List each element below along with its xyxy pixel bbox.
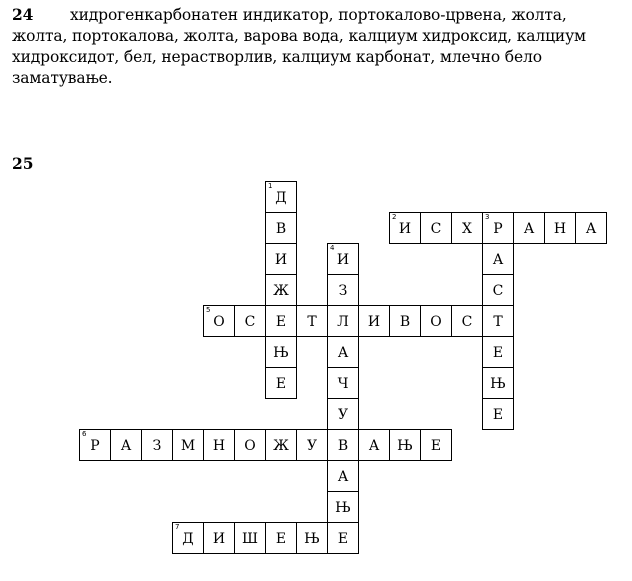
- crossword-cell: [327, 398, 359, 430]
- cell-letter: Р: [90, 438, 100, 454]
- cell-letter: У: [337, 407, 349, 423]
- crossword-cell: [358, 305, 390, 337]
- crossword-cell: [544, 212, 576, 244]
- cell-letter: Н: [212, 438, 226, 454]
- cell-letter: Е: [275, 531, 287, 547]
- crossword-cell: [482, 274, 514, 306]
- cell-letter: У: [306, 438, 318, 454]
- crossword-cell: [327, 460, 359, 492]
- crossword-cell: [327, 367, 359, 399]
- crossword-cell: [203, 429, 235, 461]
- crossword-cell: [265, 429, 297, 461]
- crossword-cell: [265, 243, 297, 275]
- clue-number: 6: [82, 430, 87, 438]
- cell-letter: Н: [553, 221, 567, 237]
- cell-letter: И: [336, 252, 350, 268]
- crossword-cell: [265, 336, 297, 368]
- clue-number: 3: [485, 213, 490, 221]
- crossword-cell: [482, 367, 514, 399]
- crossword-cell: [482, 398, 514, 430]
- cell-letter: И: [398, 221, 412, 237]
- crossword-cell: [265, 522, 297, 554]
- crossword-cell: [482, 243, 514, 275]
- crossword-cell: [451, 305, 483, 337]
- cell-letter: Ш: [242, 531, 258, 547]
- cell-letter: А: [337, 469, 349, 485]
- crossword-cell: [234, 429, 266, 461]
- cell-letter: Њ: [335, 500, 351, 516]
- cell-letter: Њ: [273, 345, 289, 361]
- cell-letter: А: [120, 438, 132, 454]
- cell-letter: С: [492, 283, 504, 299]
- question-24-number: 24: [12, 5, 34, 24]
- crossword-cell: [389, 212, 421, 244]
- crossword-cell: [79, 429, 111, 461]
- clue-number: 5: [206, 306, 211, 314]
- crossword-cell: [265, 367, 297, 399]
- cell-letter: Њ: [397, 438, 413, 454]
- cell-letter: О: [430, 314, 442, 330]
- cell-letter: В: [337, 438, 349, 454]
- clue-number: 4: [330, 244, 335, 252]
- crossword-cell: [203, 522, 235, 554]
- cell-letter: Њ: [490, 376, 506, 392]
- crossword-cell: [358, 429, 390, 461]
- crossword-cell: [327, 305, 359, 337]
- cell-letter: О: [213, 314, 225, 330]
- cell-letter: Р: [493, 221, 503, 237]
- cell-letter: Е: [430, 438, 442, 454]
- crossword-cell: [482, 305, 514, 337]
- cell-letter: А: [585, 221, 597, 237]
- cell-letter: Ж: [273, 283, 289, 299]
- cell-letter: Е: [492, 407, 504, 423]
- cell-letter: З: [338, 283, 348, 299]
- question-24-answer-text: хидрогенкарбонатен индикатор, портокалово-црвена, жолта, жолта, портокалова, жолта, варова вода, калциум хидроксид, калциум хидроксидот, бел, нерастворлив, калциум карбонат, млечно бело заматување.: [12, 6, 586, 87]
- crossword-cell: [327, 429, 359, 461]
- cell-letter: В: [399, 314, 411, 330]
- crossword-cell: [327, 491, 359, 523]
- crossword-cell: [172, 522, 204, 554]
- crossword-cell: [482, 336, 514, 368]
- question-25-number: 25: [12, 154, 34, 173]
- crossword-cell: [234, 522, 266, 554]
- crossword-cell: [296, 305, 328, 337]
- crossword-cell: [203, 305, 235, 337]
- cell-letter: А: [523, 221, 535, 237]
- cell-letter: А: [368, 438, 380, 454]
- cell-letter: З: [152, 438, 162, 454]
- cell-letter: Д: [275, 190, 287, 206]
- cell-letter: С: [244, 314, 256, 330]
- crossword-cell: [234, 305, 266, 337]
- cell-letter: С: [430, 221, 442, 237]
- cell-letter: И: [367, 314, 381, 330]
- crossword-cell: [141, 429, 173, 461]
- crossword-cell: [389, 305, 421, 337]
- cell-letter: Њ: [304, 531, 320, 547]
- cell-letter: В: [275, 221, 287, 237]
- crossword-cell: [420, 212, 452, 244]
- crossword-cell: [451, 212, 483, 244]
- cell-letter: Ж: [273, 438, 289, 454]
- crossword-cell: [265, 181, 297, 213]
- crossword-cell: [513, 212, 545, 244]
- cell-letter: А: [492, 252, 504, 268]
- cell-letter: А: [337, 345, 349, 361]
- crossword-cell: [265, 305, 297, 337]
- cell-letter: И: [274, 252, 288, 268]
- cell-letter: О: [244, 438, 256, 454]
- cell-letter: Е: [492, 345, 504, 361]
- crossword-cell: [420, 305, 452, 337]
- cell-letter: С: [461, 314, 473, 330]
- crossword-cell: [482, 212, 514, 244]
- cell-letter: М: [180, 438, 196, 454]
- cell-letter: Т: [307, 314, 317, 330]
- crossword-cell: [296, 429, 328, 461]
- cell-letter: И: [212, 531, 226, 547]
- crossword-cell: [265, 212, 297, 244]
- clue-number: 2: [392, 213, 397, 221]
- crossword-cell: [296, 522, 328, 554]
- crossword-cell: [420, 429, 452, 461]
- cell-letter: Е: [275, 376, 287, 392]
- cell-letter: Е: [275, 314, 287, 330]
- cell-letter: Ч: [337, 376, 349, 392]
- cell-letter: Х: [462, 221, 472, 237]
- crossword-cell: [327, 243, 359, 275]
- crossword-cell: [327, 274, 359, 306]
- cell-letter: Т: [493, 314, 503, 330]
- cell-letter: Л: [337, 314, 349, 330]
- crossword-cell: [389, 429, 421, 461]
- crossword-cell: [110, 429, 142, 461]
- crossword-cell: [172, 429, 204, 461]
- crossword-cell: [327, 522, 359, 554]
- crossword-cell: [265, 274, 297, 306]
- clue-number: 1: [268, 182, 273, 190]
- cell-letter: Е: [337, 531, 349, 547]
- clue-number: 7: [175, 523, 180, 531]
- crossword-cell: [327, 336, 359, 368]
- crossword-cell: [575, 212, 607, 244]
- cell-letter: Д: [182, 531, 194, 547]
